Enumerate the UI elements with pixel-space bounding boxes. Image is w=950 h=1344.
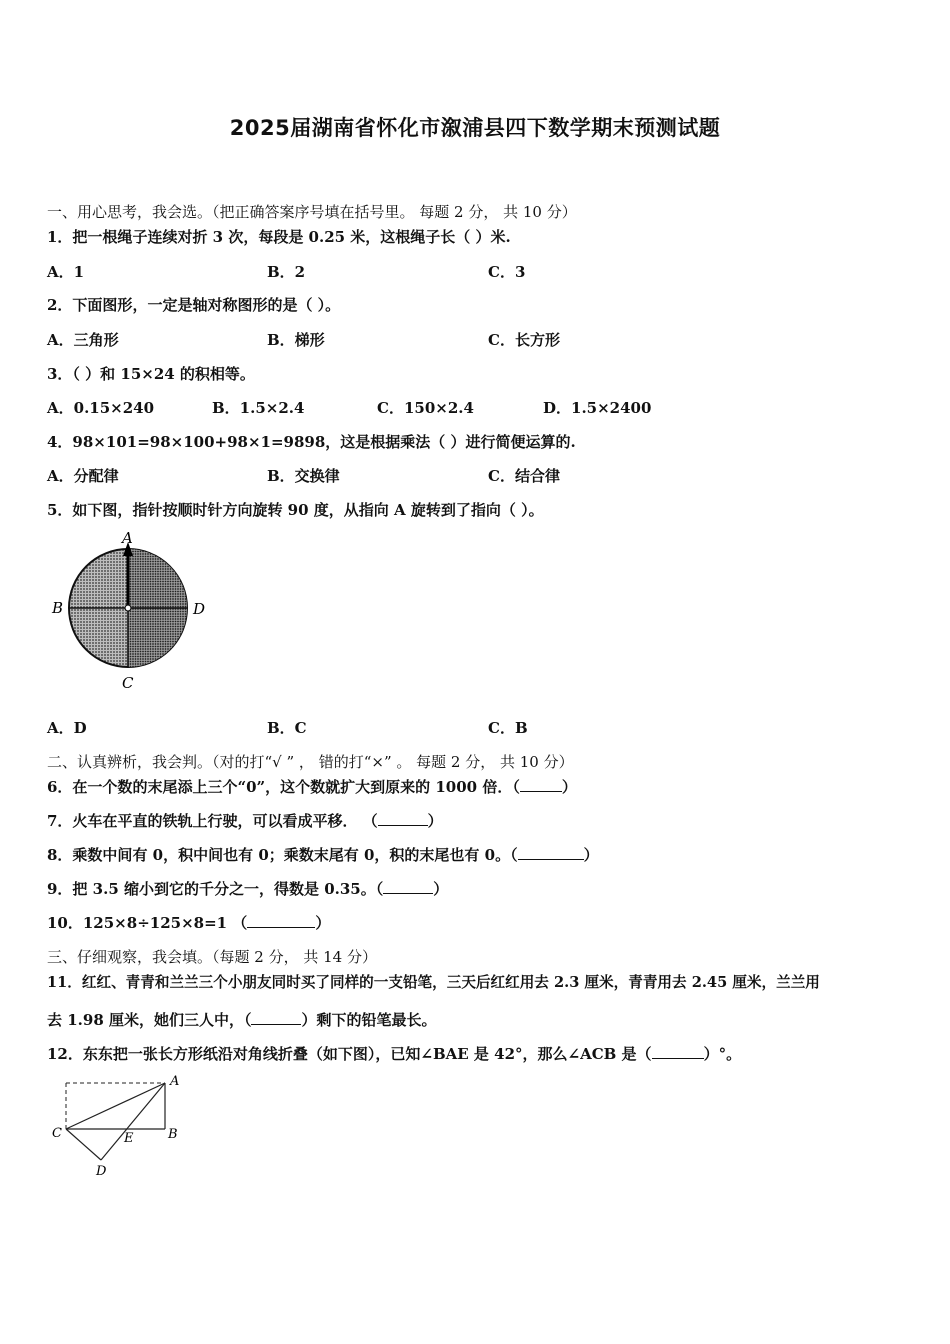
- q8-answer-blank[interactable]: [518, 845, 584, 860]
- q6-answer-blank[interactable]: [520, 777, 562, 792]
- compass-quadrant: [128, 549, 187, 608]
- label-c: C: [122, 674, 134, 692]
- pointer-pivot: [125, 605, 131, 611]
- label-b: B: [52, 599, 64, 617]
- q8-text: 8．乘数中间有 0，积中间也有 0；乘数末尾有 0，积的末尾也有 0。（: [47, 846, 518, 864]
- question-4: 4．98×101=98×100+98×1=9898，这是根据乘法（ ）进行简便运算的.: [47, 433, 576, 451]
- q6-text: 6．在一个数的末尾添上三个“0”，这个数就扩大到原来的 1000 倍．（: [47, 778, 520, 796]
- diagonal-ca: [66, 1083, 165, 1129]
- q11-answer-blank[interactable]: [251, 1010, 301, 1025]
- q2-option-a: A．三角形: [47, 331, 119, 349]
- question-11-line-2: [47, 1010, 437, 1030]
- compass-quadrant: [128, 608, 187, 667]
- q7-text: 7．火车在平直的铁轨上行驶，可以看成平移． （: [47, 812, 378, 830]
- question-6: [47, 777, 577, 797]
- q12-text-b: ）°。: [703, 1045, 742, 1063]
- q11-text-a: 去 1.98 厘米，她们三人中，（: [47, 1011, 252, 1029]
- q5-compass-figure: [47, 528, 217, 693]
- section-3-heading: 三、仔细观察，我会填。（每题 2 分， 共 14 分）: [47, 948, 377, 966]
- question-3: 3．（ ）和 15×24 的积相等。: [47, 365, 255, 383]
- q3-option-b: B．1.5×2.4: [212, 399, 305, 417]
- q11-text-b: ）剩下的铅笔最长。: [301, 1011, 437, 1029]
- q9-answer-blank[interactable]: [383, 879, 433, 894]
- label-d: D: [96, 1164, 107, 1179]
- q4-option-a: A．分配律: [47, 467, 119, 485]
- label-c: C: [52, 1126, 62, 1141]
- q7-close: ）: [427, 812, 443, 830]
- q12-text-a: 12．东东把一张长方形纸沿对角线折叠（如下图），已知∠BAE 是 42°，那么∠ACB 是（: [47, 1045, 652, 1063]
- label-a: A: [170, 1074, 180, 1089]
- question-11-line-1: 11．红红、青青和兰兰三个小朋友同时买了同样的一支铅笔，三天后红红用去 2.3 厘米，青青用去 2.45 厘米，兰兰用: [47, 974, 820, 991]
- page-title: 2025届湖南省怀化市溆浦县四下数学期末预测试题: [229, 116, 721, 140]
- q9-close: ）: [433, 880, 449, 898]
- q10-close: ）: [315, 914, 331, 932]
- q4-option-b: B．交换律: [267, 467, 340, 485]
- label-d: D: [193, 600, 206, 618]
- q5-option-c: C．B: [488, 719, 528, 737]
- q1-option-c: C．3: [488, 263, 526, 281]
- question-1: 1．把一根绳子连续对折 3 次，每段是 0.25 米，这根绳子长（ ）米.: [47, 228, 511, 246]
- label-a: A: [122, 529, 133, 547]
- q10-text: 10．125×8÷125×8=1 （: [47, 914, 248, 932]
- question-5: 5．如下图，指针按顺时针方向旋转 90 度，从指向 A 旋转到了指向（ ）。: [47, 501, 544, 519]
- question-9: [47, 879, 448, 899]
- question-2: 2．下面图形，一定是轴对称图形的是（ ）。: [47, 296, 341, 314]
- label-e: E: [124, 1131, 134, 1146]
- section-2-heading: 二、认真辨析，我会判。（对的打“√ ” ， 错的打“×” 。 每题 2 分， 共 10 分）: [47, 753, 574, 771]
- q1-option-b: B．2: [267, 263, 306, 281]
- q4-option-c: C．结合律: [488, 467, 560, 485]
- q10-answer-blank[interactable]: [247, 913, 315, 928]
- q6-close: ）: [561, 778, 577, 796]
- question-10: [47, 913, 330, 933]
- q3-option-c: C．150×2.4: [377, 399, 474, 417]
- q2-option-b: B．梯形: [267, 331, 325, 349]
- label-b: B: [168, 1127, 178, 1142]
- question-12: [47, 1044, 741, 1064]
- q1-option-a: A．1: [47, 263, 85, 281]
- q2-option-c: C．长方形: [488, 331, 560, 349]
- segment-da: [101, 1083, 165, 1160]
- q3-option-a: A．0.15×240: [47, 399, 155, 417]
- q5-option-b: B．C: [267, 719, 307, 737]
- q7-answer-blank[interactable]: [378, 811, 428, 826]
- section-1-heading: 一、用心思考，我会选。（把正确答案序号填在括号里。 每题 2 分， 共 10 分）: [47, 203, 577, 221]
- question-7: [47, 811, 443, 831]
- q5-option-a: A．D: [47, 719, 87, 737]
- q8-close: ）: [583, 846, 599, 864]
- q12-folded-rectangle-figure: [47, 1070, 197, 1180]
- q3-option-d: D．1.5×2400: [543, 399, 652, 417]
- segment-cd: [66, 1129, 101, 1160]
- q12-answer-blank[interactable]: [652, 1044, 704, 1059]
- q9-text: 9．把 3.5 缩小到它的千分之一，得数是 0.35。（: [47, 880, 384, 898]
- question-8: [47, 845, 599, 865]
